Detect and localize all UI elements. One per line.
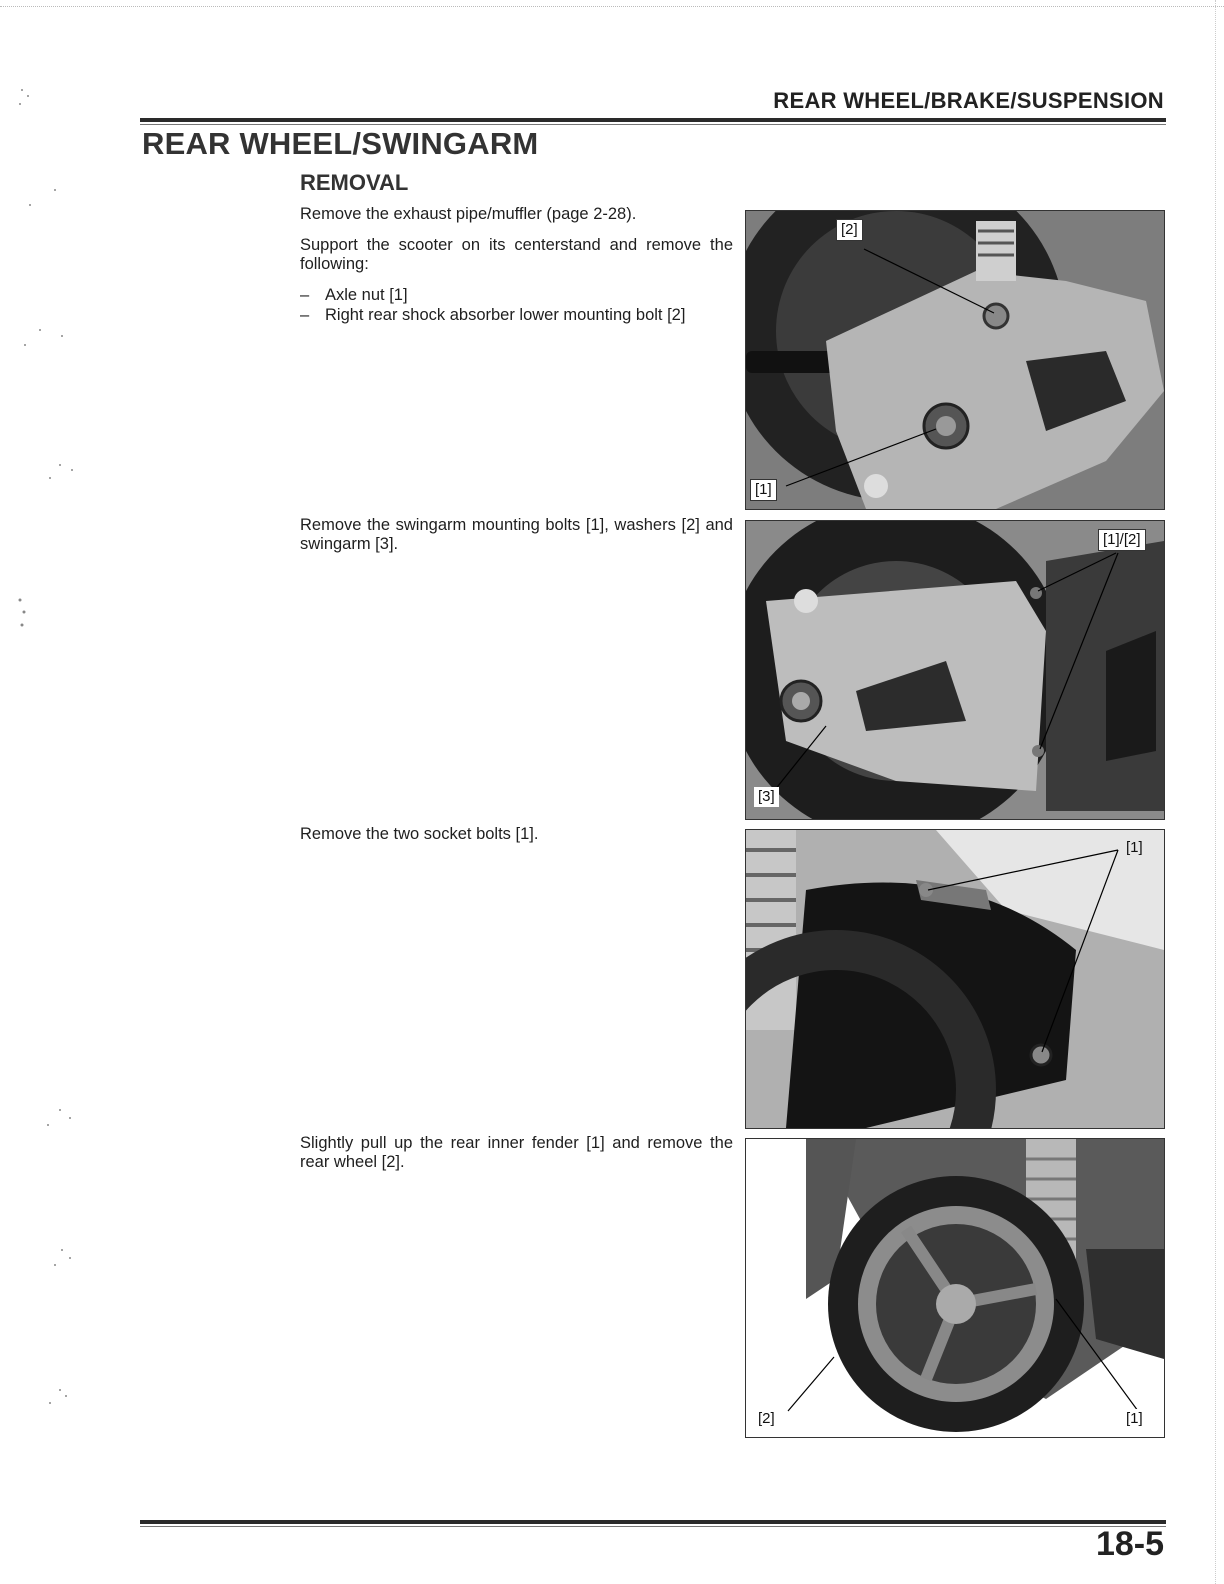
callout-label: [1] xyxy=(750,479,777,501)
figure-rear-wheel-removal xyxy=(745,1138,1165,1438)
step1-para1: Remove the exhaust pipe/muffler (page 2-28). xyxy=(300,205,637,223)
figure-swingarm-bolts xyxy=(745,520,1165,820)
header-rule-thin xyxy=(140,124,1166,125)
scan-right-edge xyxy=(1215,0,1218,1584)
step1-para2: Support the scooter on its centerstand and remove the following: xyxy=(300,236,733,273)
photo-inner-fender xyxy=(746,830,1164,1128)
callout-label: [3] xyxy=(754,787,779,807)
step4-para: Slightly pull up the rear inner fender [1] and remove the rear wheel [2]. xyxy=(300,1134,733,1171)
header-rule xyxy=(140,118,1166,122)
photo-swingarm-left xyxy=(746,521,1164,819)
callout-label: [1] xyxy=(1126,839,1143,856)
scan-speckle-margin xyxy=(0,0,120,1584)
list-item: – Axle nut [1] xyxy=(300,286,408,304)
footer-rule-thin xyxy=(140,1526,1166,1527)
subheading-removal: REMOVAL xyxy=(300,170,409,195)
scan-top-edge xyxy=(0,0,1224,7)
step2-para: Remove the swingarm mounting bolts [1], washers [2] and swingarm [3]. xyxy=(300,516,733,553)
step1-removal-list xyxy=(300,285,740,325)
figure-axle-nut-shock-bolt xyxy=(745,210,1165,510)
page-title: REAR WHEEL/SWINGARM xyxy=(142,126,539,161)
callout-label: [1]/[2] xyxy=(1098,529,1146,551)
callout-label: [2] xyxy=(836,219,863,241)
list-item: – Right rear shock absorber lower mounting bolt [2] xyxy=(300,306,686,324)
section-header: REAR WHEEL/BRAKE/SUSPENSION xyxy=(773,88,1164,113)
photo-swingarm-right-side xyxy=(746,211,1164,509)
callout-label: [1] xyxy=(1122,1409,1147,1429)
page-number: 18-5 xyxy=(1095,1525,1164,1563)
step3-para: Remove the two socket bolts [1]. xyxy=(300,825,539,843)
footer-rule xyxy=(140,1520,1166,1524)
photo-rear-wheel xyxy=(746,1139,1164,1437)
callout-label: [2] xyxy=(754,1409,779,1429)
figure-socket-bolts xyxy=(745,829,1165,1129)
